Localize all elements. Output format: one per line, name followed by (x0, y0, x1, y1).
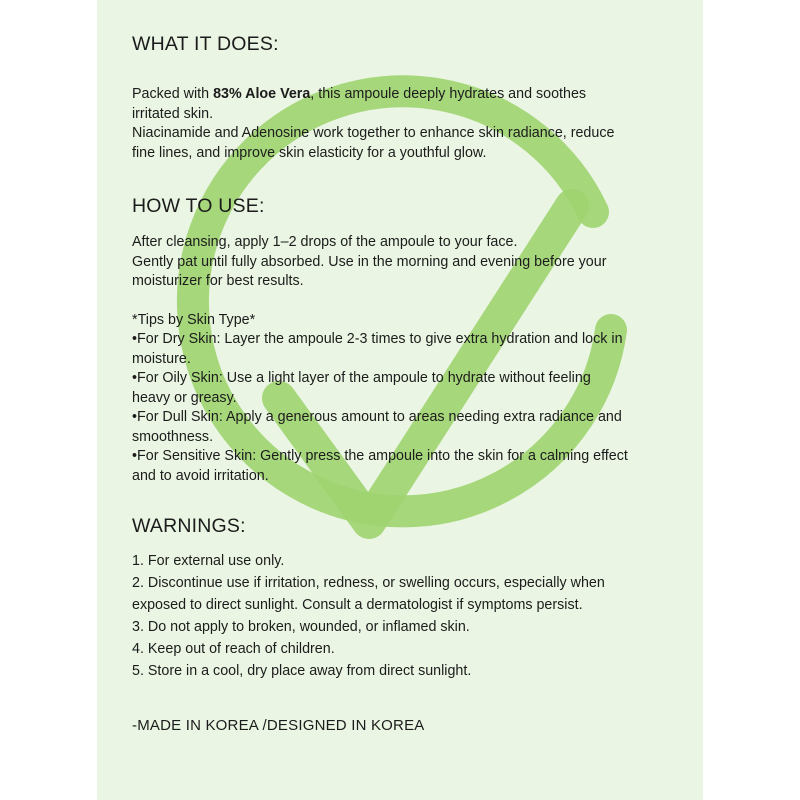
warning-line: 4. Keep out of reach of children. (132, 641, 335, 657)
tip-line: •For Sensitive Skin: Gently press the ampoule into the skin for a calming effect (132, 448, 628, 464)
text: , this ampoule deeply hydrates and soothes (310, 86, 587, 102)
warning-line: 3. Do not apply to broken, wounded, or inflamed skin. (132, 619, 470, 635)
content (132, 30, 672, 736)
tips-title: *Tips by Skin Type* (132, 311, 256, 328)
what-it-does-section (132, 30, 672, 163)
how-to-use-line-3: moisturizer for best results. (132, 273, 304, 289)
how-to-use-heading: HOW TO USE: (132, 195, 265, 217)
how-to-use-section (132, 192, 672, 486)
origin-footer: -MADE IN KOREA /DESIGNED IN KOREA (132, 717, 425, 734)
tip-line: •For Dull Skin: Apply a generous amount to areas needing extra radiance and (132, 409, 622, 425)
tip-line: •For Dry Skin: Layer the ampoule 2-3 times to give extra hydration and lock in (132, 331, 623, 347)
warning-line: 5. Store in a cool, dry place away from direct sunlight. (132, 663, 472, 679)
what-it-does-line-1 (132, 85, 672, 105)
what-it-does-line-2: irritated skin. (132, 105, 214, 122)
warnings-heading: WARNINGS: (132, 515, 246, 537)
tip-line: and to avoid irritation. (132, 467, 269, 484)
tip-line: heavy or greasy. (132, 389, 237, 406)
warning-line: 1. For external use only. (132, 553, 285, 569)
warning-line: 2. Discontinue use if irritation, redness, or swelling occurs, especially when (132, 575, 605, 591)
info-card (97, 0, 703, 800)
warnings-section (132, 512, 672, 682)
what-it-does-line-4: fine lines, and improve skin elasticity for a youthful glow. (132, 144, 487, 161)
tip-line: •For Oily Skin: Use a light layer of the ampoule to hydrate without feeling (132, 370, 591, 386)
tip-line: smoothness. (132, 428, 214, 445)
how-to-use-line-1: After cleansing, apply 1–2 drops of the ampoule to your face. (132, 234, 518, 250)
warning-line: exposed to direct sunlight. Consult a dermatologist if symptoms persist. (132, 597, 583, 613)
what-it-does-line-3: Niacinamide and Adenosine work together to enhance skin radiance, reduce (132, 125, 615, 141)
text: Packed with (132, 86, 214, 102)
aloe-highlight: 83% Aloe Vera (213, 86, 311, 102)
what-it-does-heading: WHAT IT DOES: (132, 33, 279, 55)
how-to-use-line-2: Gently pat until fully absorbed. Use in the morning and evening before your (132, 253, 607, 270)
tip-line: moisture. (132, 350, 191, 367)
